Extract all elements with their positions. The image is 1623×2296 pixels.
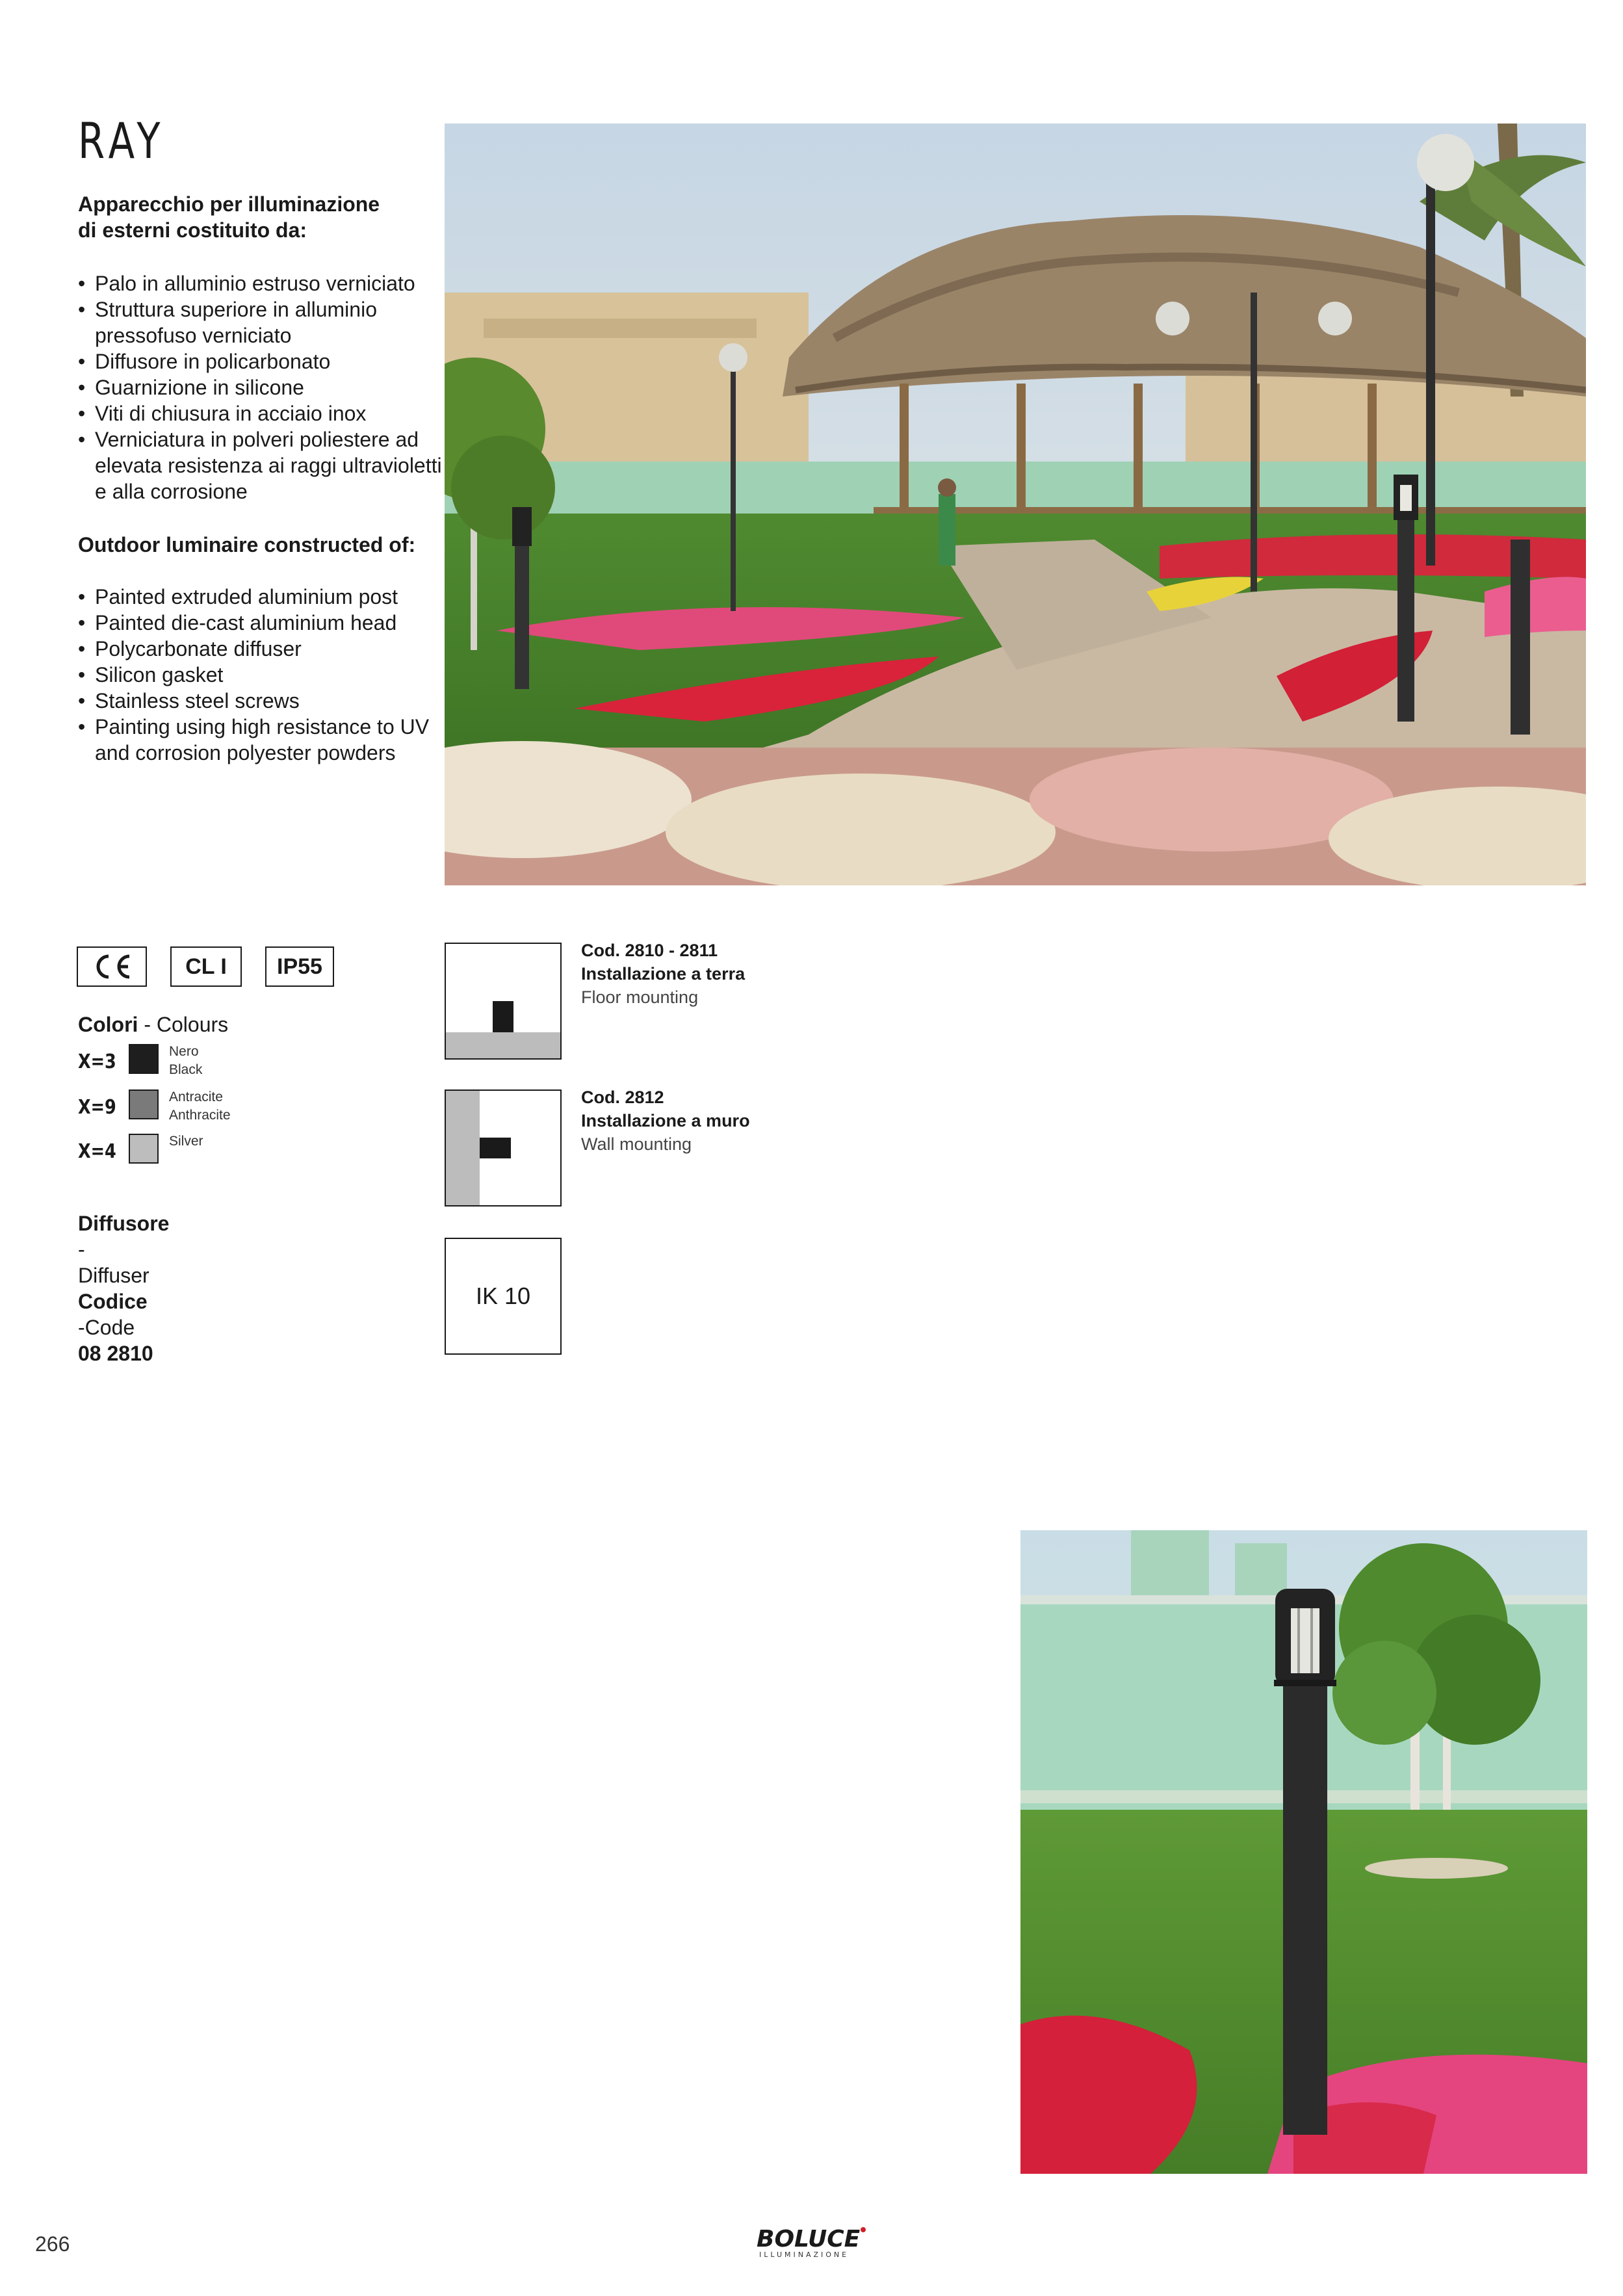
- mount-code: Cod. 2812: [581, 1088, 664, 1107]
- colour-swatch-black: [129, 1044, 159, 1074]
- diffuser-label: Diffusore - Diffuser: [78, 1212, 170, 1287]
- diffuser-code: Codice -Code 08 2810: [78, 1290, 153, 1365]
- svg-text:BOLUCE: BOLUCE: [757, 2226, 861, 2252]
- ip-rating-badge: IP55: [265, 946, 334, 987]
- colour-label-it: Silver: [169, 1134, 203, 1149]
- colours-heading-en: Colours: [156, 1013, 229, 1036]
- feature-item-en: • Painted die-cast aluminium head: [78, 610, 442, 636]
- colour-label-it: Nero: [169, 1044, 199, 1059]
- product-title: RAY: [78, 112, 166, 170]
- intro-en: Outdoor luminaire constructed of:: [78, 533, 416, 556]
- colour-label-en: Anthracite: [169, 1108, 231, 1123]
- feature-item-en: • Polycarbonate diffuser: [78, 636, 442, 662]
- intro-it: [78, 191, 442, 243]
- colour-swatch-silver: [129, 1134, 159, 1164]
- floor-mount-icon: [445, 943, 562, 1060]
- colours-heading-it: Colori: [78, 1013, 138, 1036]
- mount-name-it: Installazione a muro: [581, 1111, 750, 1130]
- feature-item-en: • Painting using high resistance to UV and corrosion polyester powders: [78, 714, 442, 766]
- feature-item-it: • Diffusore in policarbonato: [78, 348, 442, 374]
- bollard-photo: [1020, 1530, 1587, 2174]
- mount-name-en: Wall mounting: [581, 1134, 692, 1154]
- feature-item-en: • Stainless steel screws: [78, 688, 442, 714]
- ce-mark: [77, 946, 147, 987]
- feature-item-en: • Silicon gasket: [78, 662, 442, 688]
- brand-logo: [754, 2223, 871, 2260]
- feature-item-it: • Struttura superiore in alluminio pressofuso verniciato: [78, 296, 442, 348]
- intro-it-line: di esterni costituito da:: [78, 218, 307, 242]
- colour-swatch-anthracite: [129, 1089, 159, 1119]
- feature-item-it: • Viti di chiusura in acciaio inox: [78, 400, 442, 426]
- feature-item-it: • Guarnizione in silicone: [78, 374, 442, 400]
- feature-item-en: • Painted extruded aluminium post: [78, 584, 442, 610]
- colours-heading: [78, 1011, 228, 1037]
- svg-text:ILLUMINAZIONE: ILLUMINAZIONE: [759, 2250, 850, 2259]
- page-number: 266: [35, 2232, 70, 2256]
- features-list-en: [78, 584, 442, 766]
- colour-code: X=9: [78, 1096, 116, 1119]
- mount-name-it: Installazione a terra: [581, 964, 746, 984]
- ik-rating-badge: IK 10: [445, 1238, 562, 1355]
- mount-name-en: Floor mounting: [581, 987, 699, 1007]
- colour-label: [169, 1132, 299, 1151]
- wall-mount-icon: [445, 1089, 562, 1207]
- ce-mark-icon: [89, 952, 135, 981]
- wall-mount-info: [581, 1086, 750, 1156]
- mount-code: Cod. 2810 - 2811: [581, 941, 718, 960]
- feature-item-it: • Verniciatura in polveri poliestere ad elevata resistenza ai raggi ultravioletti e alla corrosione: [78, 426, 442, 504]
- garden-photo: [445, 124, 1586, 885]
- intro-it-line: Apparecchio per illuminazione: [78, 192, 380, 216]
- colour-label-it: Antracite: [169, 1089, 223, 1104]
- colour-code: X=4: [78, 1140, 116, 1163]
- colour-label-en: Black: [169, 1062, 203, 1077]
- colour-code: X=3: [78, 1050, 116, 1073]
- colour-label: [169, 1043, 299, 1079]
- class-badge: CL I: [170, 946, 242, 987]
- colours-heading-sep: -: [138, 1013, 157, 1036]
- diffuser-info: [78, 1210, 169, 1366]
- floor-mount-info: [581, 939, 745, 1009]
- colour-label: [169, 1088, 299, 1125]
- feature-item-it: • Palo in alluminio estruso verniciato: [78, 270, 442, 296]
- features-list-it: [78, 270, 442, 504]
